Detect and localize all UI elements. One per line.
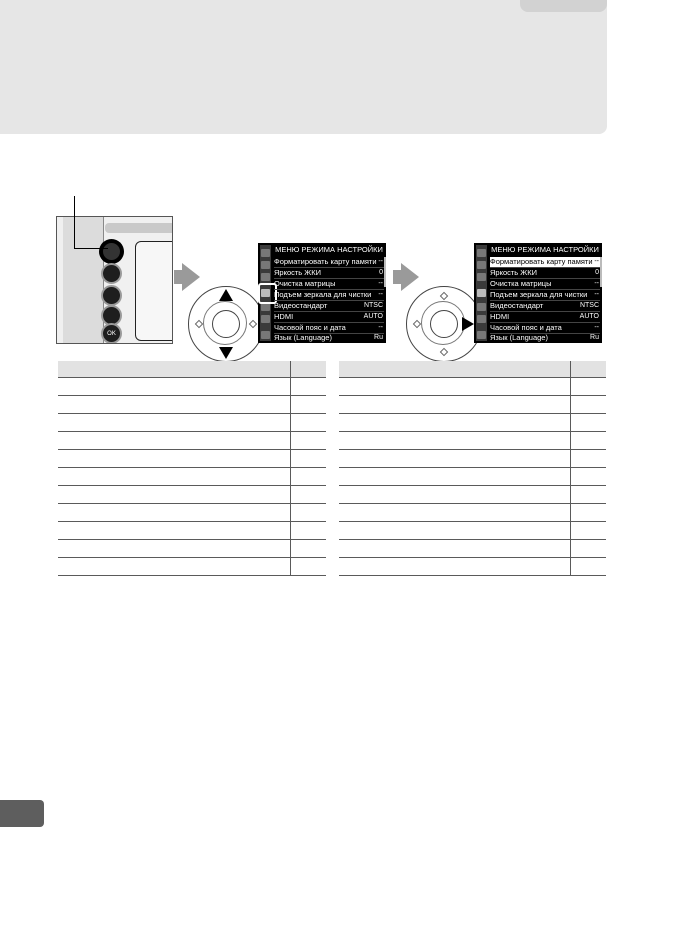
multi-selector-center [430, 310, 458, 338]
step-arrow-2 [401, 263, 419, 291]
step-arrow-1 [182, 263, 200, 291]
retouch-menu-tab [477, 303, 486, 311]
help-icon [477, 331, 486, 339]
menu-title: МЕНЮ РЕЖИМА НАСТРОЙКИ [491, 245, 599, 254]
chapter-tab [0, 800, 44, 827]
step-arrow-2-stem [393, 270, 401, 284]
custom-menu-tab [477, 273, 486, 281]
menu-item: Очистка матрицы -- [490, 279, 599, 288]
shooting-menu-tab [477, 261, 486, 269]
table-row [58, 414, 326, 432]
menu-options-table-left [58, 361, 326, 576]
retouch-menu-tab [261, 303, 270, 311]
camera-top-bar [105, 223, 173, 233]
callout-leader-vertical [74, 196, 75, 248]
arrow-down-outline-icon [440, 348, 448, 356]
header-banner-notch [520, 0, 607, 12]
menu-item: Подъем зеркала для чистки -- [490, 290, 599, 299]
callout-leader-horizontal [74, 248, 108, 249]
menu-button[interactable] [101, 241, 122, 262]
scrollbar [600, 257, 602, 287]
table-row [58, 486, 326, 504]
table-row [58, 558, 326, 576]
menu-options-table-right [339, 361, 606, 576]
table-row [339, 558, 606, 576]
menu-item: Часовой пояс и дата -- [490, 323, 599, 332]
table-row [339, 468, 606, 486]
table-header-cell [571, 361, 607, 378]
protect-button[interactable] [101, 285, 122, 306]
my-menu-tab [477, 315, 486, 323]
menu-item: HDMI AUTO [490, 312, 599, 321]
table-row [58, 522, 326, 540]
menu-item: Часовой пояс и дата -- [274, 323, 383, 332]
menu-item: Форматировать карту памяти -- [274, 257, 383, 266]
help-icon [261, 331, 270, 339]
ok-button[interactable]: OK [101, 323, 122, 344]
menu-item: Видеостандарт NTSC [490, 301, 599, 310]
playback-button[interactable] [101, 263, 122, 284]
setup-menu-tab [477, 289, 486, 297]
arrow-left-outline-icon [413, 320, 421, 328]
table-row [339, 522, 606, 540]
table-row [58, 468, 326, 486]
arrow-down-icon [219, 347, 233, 359]
arrow-up-icon [219, 289, 233, 301]
header-banner [0, 0, 607, 134]
shooting-menu-tab [261, 261, 270, 269]
menu-item: Язык (Language) Ru [490, 333, 599, 342]
table-header-cell [339, 361, 571, 378]
table-header-row [58, 361, 326, 378]
table-row [339, 396, 606, 414]
playback-menu-tab [261, 249, 270, 257]
table-row [58, 504, 326, 522]
menu-item: HDMI AUTO [274, 312, 383, 321]
table-row [58, 396, 326, 414]
menu-item: Видеостандарт NTSC [274, 301, 383, 310]
table-row [339, 486, 606, 504]
multi-selector-center [212, 310, 240, 338]
table-header-row [339, 361, 606, 378]
menu-item: Язык (Language) Ru [274, 333, 383, 342]
arrow-left-outline-icon [195, 320, 203, 328]
menu-title: МЕНЮ РЕЖИМА НАСТРОЙКИ [275, 245, 383, 254]
arrow-up-outline-icon [440, 292, 448, 300]
multi-selector-up-down [188, 286, 264, 362]
table-row [339, 378, 606, 396]
table-row [339, 414, 606, 432]
camera-edge [63, 217, 104, 343]
table-row [58, 432, 326, 450]
table-row [339, 540, 606, 558]
scrollbar [384, 257, 386, 287]
table-row [339, 450, 606, 468]
menu-item: Подъем зеркала для чистки -- [274, 290, 383, 299]
multi-selector-right [406, 286, 482, 362]
menu-item: Яркость ЖКИ 0 [274, 268, 383, 277]
arrow-right-icon [462, 317, 474, 331]
camera-monitor [135, 241, 173, 341]
table-row [339, 432, 606, 450]
menu-item: Очистка матрицы -- [274, 279, 383, 288]
playback-menu-tab [477, 249, 486, 257]
step-arrow-1-stem [174, 270, 182, 284]
table-header-cell [291, 361, 327, 378]
table-row [58, 540, 326, 558]
table-row [339, 504, 606, 522]
menu-screen-1 [258, 243, 386, 343]
custom-menu-tab [261, 273, 270, 281]
table-header-cell [58, 361, 291, 378]
menu-tabs [476, 245, 487, 341]
table-row [58, 450, 326, 468]
table-row [58, 378, 326, 396]
arrow-right-outline-icon [249, 320, 257, 328]
menu-screen-2 [474, 243, 602, 343]
menu-item-highlighted: Форматировать карту памяти -- [490, 257, 599, 266]
menu-item: Яркость ЖКИ 0 [490, 268, 599, 277]
my-menu-tab [261, 315, 270, 323]
